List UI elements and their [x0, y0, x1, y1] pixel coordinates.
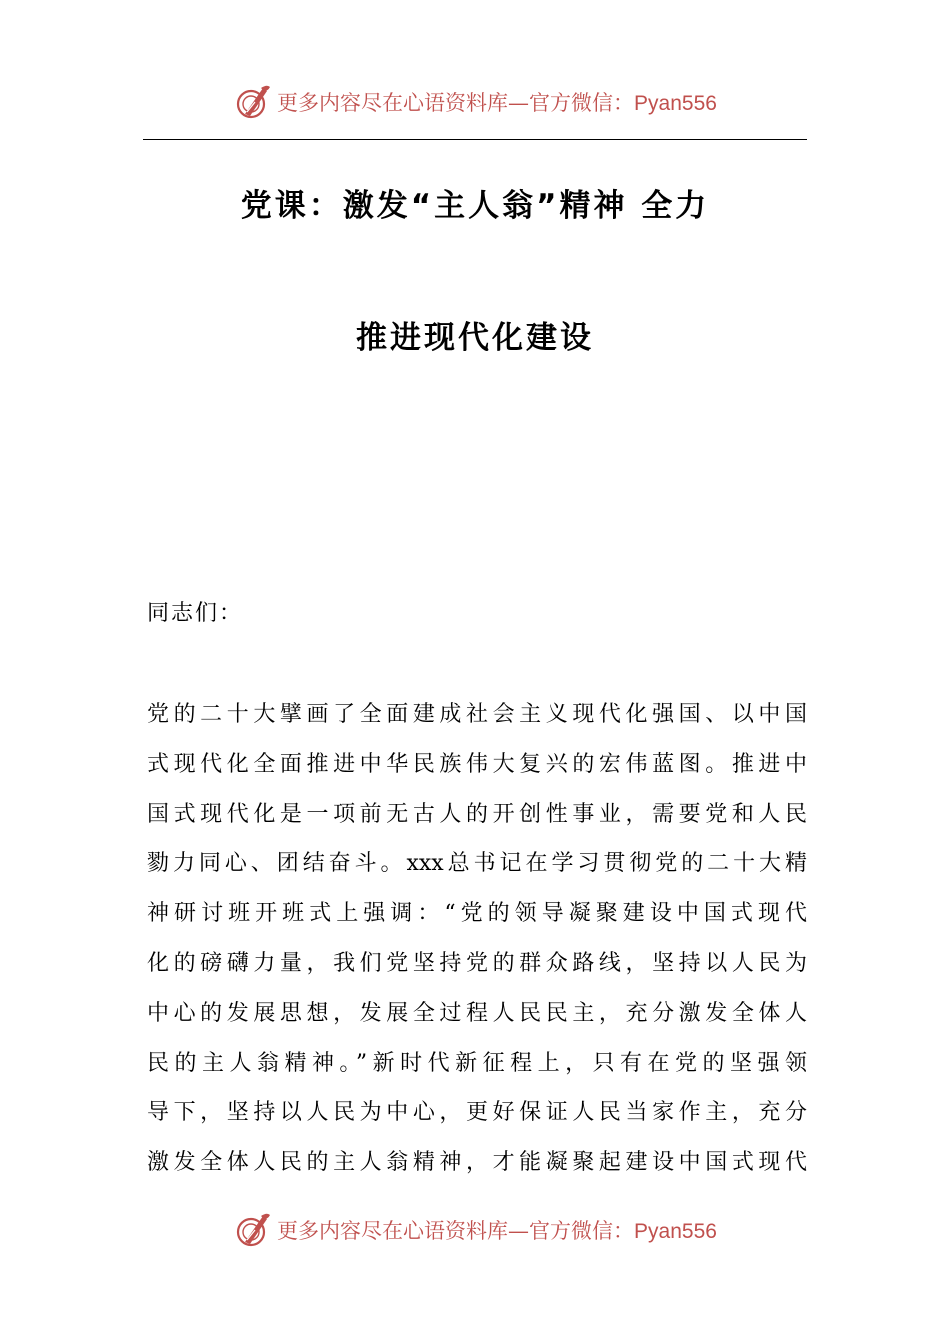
- paragraph-line: 激发全体人民的主人翁精神，才能凝聚起建设中国式现代: [147, 1150, 807, 1176]
- paragraph-line: 化的磅礴力量，我们党坚持党的群众路线，坚持以人民为: [147, 950, 807, 976]
- footer-wechat-id: Pyan556: [634, 1220, 717, 1243]
- footer-banner-label: 更多内容尽在心语资料库—官方微信：: [277, 1219, 635, 1243]
- header-banner-label: 更多内容尽在心语资料库—官方微信：: [277, 91, 635, 115]
- document-title-line-1: 党课：激发“主人翁”精神 全力: [240, 188, 710, 224]
- paragraph-line: 民的主人翁精神。”新时代新征程上，只有在党的坚强领: [147, 1050, 807, 1076]
- document-title-line-2: 推进现代化建设: [356, 320, 594, 356]
- paragraph-line: 党的二十大擘画了全面建成社会主义现代化强国、以中国: [147, 702, 807, 727]
- header-banner: [0, 80, 950, 124]
- header-divider: [143, 139, 807, 140]
- header-banner-text: [277, 87, 717, 117]
- salutation: 同志们：: [147, 601, 244, 626]
- pen-nib-logo-icon: [233, 1210, 273, 1250]
- footer-banner: [0, 1208, 950, 1252]
- paragraph-line: 式现代化全面推进中华民族伟大复兴的宏伟蓝图。推进中: [147, 751, 807, 777]
- paragraph-line: 导下，坚持以人民为中心，更好保证人民当家作主，充分: [147, 1100, 807, 1126]
- body-paragraph: [147, 690, 807, 1188]
- pen-nib-logo-icon: [233, 82, 273, 122]
- header-wechat-id: Pyan556: [634, 92, 717, 115]
- paragraph-line: 国式现代化是一项前无古人的开创性事业，需要党和人民: [147, 801, 807, 827]
- paragraph-line: 神研讨班开班式上强调：“党的领导凝聚建设中国式现代: [147, 901, 807, 927]
- footer-banner-text: [277, 1215, 717, 1245]
- paragraph-line: 中心的发展思想，发展全过程人民民主，充分激发全体人: [147, 1000, 807, 1026]
- paragraph-line: 勠力同心、团结奋斗。xxx总书记在学习贯彻党的二十大精: [147, 851, 807, 877]
